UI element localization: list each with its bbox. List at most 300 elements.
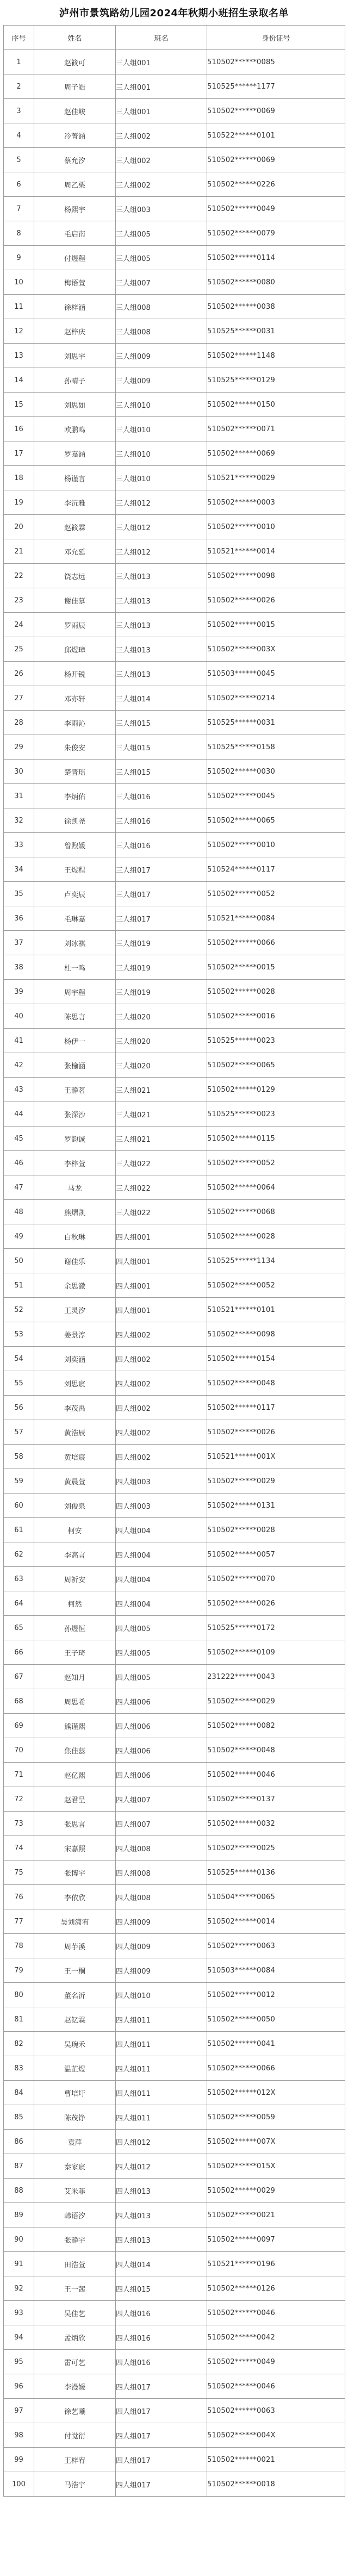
cell-number: 85 (4, 2105, 34, 2130)
cell-id-number: 510502******0057 (207, 1542, 345, 1567)
cell-id-number: 510502******0069 (207, 99, 345, 123)
table-row (4, 344, 345, 368)
cell-class-name: 四人组008 (116, 1861, 207, 1885)
cell-class-name: 三人组019 (116, 980, 207, 1004)
cell-student-name: 黄培宸 (34, 1445, 116, 1469)
cell-id-number: 510502******0029 (207, 1689, 345, 1714)
table-row (4, 564, 345, 588)
cell-class-name: 三人组017 (116, 882, 207, 906)
cell-class-name: 四人组014 (116, 2252, 207, 2276)
cell-number: 22 (4, 564, 34, 588)
cell-number: 90 (4, 2227, 34, 2252)
cell-id-number: 510502******0114 (207, 246, 345, 270)
cell-id-number: 510502******0068 (207, 1200, 345, 1224)
cell-class-name: 三人组002 (116, 148, 207, 172)
table-row (4, 1591, 345, 1616)
table-row (4, 539, 345, 564)
cell-class-name: 三人组021 (116, 1127, 207, 1151)
cell-id-number: 510502******0126 (207, 2276, 345, 2301)
cell-class-name: 四人组011 (116, 2032, 207, 2056)
table-row (4, 1861, 345, 1885)
cell-id-number: 510525******1177 (207, 74, 345, 99)
cell-student-name: 卢奕辰 (34, 882, 116, 906)
table-row (4, 1029, 345, 1053)
cell-number: 91 (4, 2252, 34, 2276)
cell-student-name: 王梓宥 (34, 2448, 116, 2472)
cell-id-number: 510502******0046 (207, 1763, 345, 1787)
table-row (4, 1127, 345, 1151)
cell-number: 5 (4, 148, 34, 172)
cell-class-name: 四人组004 (116, 1567, 207, 1591)
cell-student-name: 张思言 (34, 1812, 116, 1836)
cell-student-name: 柯然 (34, 1591, 116, 1616)
table-row (4, 1812, 345, 1836)
cell-number: 97 (4, 2399, 34, 2423)
table-row (4, 2448, 345, 2472)
cell-class-name: 四人组011 (116, 2056, 207, 2081)
cell-id-number: 510521******0014 (207, 539, 345, 564)
table-row (4, 2105, 345, 2130)
cell-class-name: 四人组016 (116, 2301, 207, 2325)
cell-id-number: 510502******0025 (207, 1836, 345, 1861)
table-row (4, 637, 345, 662)
cell-class-name: 三人组008 (116, 295, 207, 319)
table-row (4, 1983, 345, 2007)
cell-class-name: 三人组015 (116, 735, 207, 760)
cell-student-name: 周思希 (34, 1689, 116, 1714)
cell-class-name: 四人组009 (116, 1958, 207, 1983)
cell-id-number: 510502******0063 (207, 1934, 345, 1958)
table-row (4, 1322, 345, 1347)
table-row (4, 1445, 345, 1469)
table-row (4, 417, 345, 441)
cell-student-name: 孟炳欣 (34, 2325, 116, 2350)
table-row (4, 735, 345, 760)
cell-class-name: 四人组001 (116, 1249, 207, 1273)
cell-class-name: 四人组013 (116, 2179, 207, 2203)
cell-class-name: 四人组007 (116, 1812, 207, 1836)
cell-student-name: 宋嘉照 (34, 1836, 116, 1861)
cell-student-name: 马浩宇 (34, 2472, 116, 2497)
cell-number: 55 (4, 1371, 34, 1396)
cell-number: 54 (4, 1347, 34, 1371)
cell-number: 47 (4, 1175, 34, 1200)
cell-student-name: 刘思如 (34, 393, 116, 417)
table-row (4, 295, 345, 319)
cell-number: 100 (4, 2472, 34, 2497)
cell-id-number: 510502******0028 (207, 1224, 345, 1249)
cell-id-number: 510502******0079 (207, 221, 345, 246)
table-row (4, 2399, 345, 2423)
cell-class-name: 四人组006 (116, 1738, 207, 1763)
cell-id-number: 510502******0028 (207, 1518, 345, 1542)
cell-id-number: 510502******0003 (207, 490, 345, 515)
cell-id-number: 510502******0016 (207, 1004, 345, 1029)
cell-number: 12 (4, 319, 34, 344)
table-row (4, 123, 345, 148)
table-row (4, 1665, 345, 1689)
cell-student-name: 张静宇 (34, 2227, 116, 2252)
cell-class-name: 三人组003 (116, 197, 207, 221)
cell-class-name: 三人组022 (116, 1200, 207, 1224)
table-row (4, 1004, 345, 1029)
cell-id-number: 510502******0098 (207, 1322, 345, 1347)
cell-id-number: 510502******0109 (207, 1640, 345, 1665)
cell-number: 89 (4, 2203, 34, 2227)
table-row (4, 74, 345, 99)
cell-student-name: 刘俊泉 (34, 1494, 116, 1518)
cell-number: 84 (4, 2081, 34, 2105)
cell-class-name: 四人组017 (116, 2448, 207, 2472)
cell-student-name: 冷菁涵 (34, 123, 116, 148)
cell-id-number: 510525******0031 (207, 319, 345, 344)
cell-id-number: 510525******0031 (207, 711, 345, 735)
cell-class-name: 四人组011 (116, 2105, 207, 2130)
table-row (4, 2130, 345, 2154)
cell-student-name: 温芷煜 (34, 2056, 116, 2081)
cell-id-number: 510502******0026 (207, 1591, 345, 1616)
cell-class-name: 四人组001 (116, 1224, 207, 1249)
table-row (4, 588, 345, 613)
table-row (4, 2032, 345, 2056)
table-row (4, 2301, 345, 2325)
table-row (4, 1738, 345, 1763)
cell-number: 57 (4, 1420, 34, 1445)
table-row (4, 1420, 345, 1445)
cell-student-name: 姜景淳 (34, 1322, 116, 1347)
cell-id-number: 510525******1134 (207, 1249, 345, 1273)
cell-id-number: 510521******001X (207, 1445, 345, 1469)
cell-number: 20 (4, 515, 34, 539)
table-body (4, 50, 345, 2497)
cell-student-name: 赵知月 (34, 1665, 116, 1689)
cell-student-name: 艾米菲 (34, 2179, 116, 2203)
cell-class-name: 三人组021 (116, 1102, 207, 1127)
cell-class-name: 三人组017 (116, 906, 207, 931)
cell-student-name: 曾煦媛 (34, 833, 116, 857)
table-row (4, 1396, 345, 1420)
cell-id-number: 510502******012X (207, 2081, 345, 2105)
cell-student-name: 孙晴子 (34, 368, 116, 393)
cell-class-name: 三人组020 (116, 1029, 207, 1053)
cell-id-number: 510521******0101 (207, 1298, 345, 1322)
cell-student-name: 邱煜璋 (34, 637, 116, 662)
cell-class-name: 三人组002 (116, 123, 207, 148)
table-row (4, 1934, 345, 1958)
cell-student-name: 吴刘潇宥 (34, 1909, 116, 1934)
table-row (4, 1469, 345, 1494)
cell-id-number: 510525******0172 (207, 1616, 345, 1640)
cell-student-name: 王静茗 (34, 1078, 116, 1102)
table-row (4, 955, 345, 980)
cell-class-name: 三人组022 (116, 1175, 207, 1200)
cell-id-number: 510502******0082 (207, 1714, 345, 1738)
table-row (4, 270, 345, 295)
cell-id-number: 510502******004X (207, 2423, 345, 2448)
cell-student-name: 曹培圩 (34, 2081, 116, 2105)
cell-class-name: 三人组013 (116, 588, 207, 613)
header-number: 序号 (4, 26, 34, 50)
cell-id-number: 510502******0226 (207, 172, 345, 197)
cell-student-name: 谢佳乐 (34, 1249, 116, 1273)
cell-id-number: 510502******0042 (207, 2325, 345, 2350)
cell-id-number: 510504******0065 (207, 1885, 345, 1909)
cell-class-name: 四人组009 (116, 1909, 207, 1934)
cell-number: 65 (4, 1616, 34, 1640)
cell-class-name: 四人组004 (116, 1591, 207, 1616)
cell-number: 27 (4, 686, 34, 711)
cell-id-number: 510502******0014 (207, 1909, 345, 1934)
cell-class-name: 四人组011 (116, 2007, 207, 2032)
cell-id-number: 510502******0070 (207, 1567, 345, 1591)
cell-student-name: 周子皓 (34, 74, 116, 99)
cell-number: 69 (4, 1714, 34, 1738)
cell-id-number: 510525******0023 (207, 1102, 345, 1127)
table-row (4, 1200, 345, 1224)
cell-id-number: 510502******0041 (207, 2032, 345, 2056)
cell-number: 24 (4, 613, 34, 637)
cell-class-name: 四人组001 (116, 1273, 207, 1298)
cell-id-number: 510525******0136 (207, 1861, 345, 1885)
cell-class-name: 三人组015 (116, 760, 207, 784)
table-row (4, 1249, 345, 1273)
cell-number: 63 (4, 1567, 34, 1591)
cell-student-name: 李炳佑 (34, 784, 116, 808)
cell-student-name: 刘思宸 (34, 1371, 116, 1396)
cell-student-name: 徐梓涵 (34, 295, 116, 319)
cell-class-name: 三人组016 (116, 808, 207, 833)
cell-number: 44 (4, 1102, 34, 1127)
cell-student-name: 张榆涵 (34, 1053, 116, 1078)
table-row (4, 1567, 345, 1591)
cell-class-name: 四人组001 (116, 1298, 207, 1322)
cell-id-number: 510502******0052 (207, 1151, 345, 1175)
cell-class-name: 四人组004 (116, 1518, 207, 1542)
cell-class-name: 三人组021 (116, 1078, 207, 1102)
table-row (4, 784, 345, 808)
cell-id-number: 510502******0048 (207, 1738, 345, 1763)
cell-class-name: 三人组013 (116, 613, 207, 637)
cell-class-name: 四人组016 (116, 2325, 207, 2350)
cell-id-number: 510502******0059 (207, 2105, 345, 2130)
cell-number: 17 (4, 441, 34, 466)
table-row (4, 1714, 345, 1738)
cell-number: 11 (4, 295, 34, 319)
cell-id-number: 510502******0080 (207, 270, 345, 295)
cell-id-number: 510502******0026 (207, 588, 345, 613)
cell-number: 60 (4, 1494, 34, 1518)
cell-number: 21 (4, 539, 34, 564)
cell-id-number: 510502******0115 (207, 1127, 345, 1151)
cell-number: 66 (4, 1640, 34, 1665)
cell-student-name: 袁萍 (34, 2130, 116, 2154)
cell-student-name: 徐艺曦 (34, 2399, 116, 2423)
cell-class-name: 四人组016 (116, 2350, 207, 2374)
cell-number: 96 (4, 2374, 34, 2399)
cell-id-number: 510502******0129 (207, 1078, 345, 1102)
cell-number: 99 (4, 2448, 34, 2472)
cell-id-number: 510502******007X (207, 2130, 345, 2154)
table-row (4, 711, 345, 735)
cell-student-name: 毛琳嘉 (34, 906, 116, 931)
table-row (4, 1616, 345, 1640)
cell-class-name: 三人组016 (116, 833, 207, 857)
cell-student-name: 李漫媛 (34, 2374, 116, 2399)
cell-id-number: 510502******0045 (207, 784, 345, 808)
table-row (4, 172, 345, 197)
cell-class-name: 四人组015 (116, 2276, 207, 2301)
cell-student-name: 董名沂 (34, 1983, 116, 2007)
cell-id-number: 510525******0158 (207, 735, 345, 760)
table-row (4, 2472, 345, 2497)
cell-number: 7 (4, 197, 34, 221)
cell-number: 67 (4, 1665, 34, 1689)
cell-number: 4 (4, 123, 34, 148)
table-row (4, 613, 345, 637)
cell-number: 61 (4, 1518, 34, 1542)
table-row (4, 906, 345, 931)
cell-class-name: 三人组009 (116, 344, 207, 368)
cell-student-name: 周芋溪 (34, 1934, 116, 1958)
cell-student-name: 谢佳慕 (34, 588, 116, 613)
table-row (4, 1689, 345, 1714)
cell-student-name: 欧鹏鸣 (34, 417, 116, 441)
cell-number: 95 (4, 2350, 34, 2374)
cell-class-name: 三人组010 (116, 466, 207, 490)
cell-id-number: 510502******0071 (207, 417, 345, 441)
cell-class-name: 四人组002 (116, 1322, 207, 1347)
cell-student-name: 李依欣 (34, 1885, 116, 1909)
cell-number: 43 (4, 1078, 34, 1102)
cell-student-name: 焦佳蕊 (34, 1738, 116, 1763)
admission-table (3, 25, 345, 2497)
table-row (4, 99, 345, 123)
table-row (4, 2374, 345, 2399)
cell-number: 31 (4, 784, 34, 808)
cell-class-name: 四人组013 (116, 2227, 207, 2252)
cell-id-number: 510502******0097 (207, 2227, 345, 2252)
cell-student-name: 李沅雅 (34, 490, 116, 515)
header-name: 姓名 (34, 26, 116, 50)
table-row (4, 246, 345, 270)
cell-number: 19 (4, 490, 34, 515)
cell-student-name: 周宇程 (34, 980, 116, 1004)
cell-number: 72 (4, 1787, 34, 1812)
cell-id-number: 510502******0048 (207, 1371, 345, 1396)
cell-class-name: 三人组012 (116, 490, 207, 515)
cell-student-name: 蔡允汐 (34, 148, 116, 172)
cell-id-number: 510502******0049 (207, 197, 345, 221)
cell-class-name: 四人组002 (116, 1420, 207, 1445)
cell-id-number: 510502******0063 (207, 2399, 345, 2423)
cell-number: 42 (4, 1053, 34, 1078)
cell-class-name: 三人组010 (116, 441, 207, 466)
table-row (4, 1078, 345, 1102)
table-row (4, 1542, 345, 1567)
cell-number: 9 (4, 246, 34, 270)
cell-number: 15 (4, 393, 34, 417)
cell-id-number: 510502******0021 (207, 2448, 345, 2472)
cell-id-number: 510502******0038 (207, 295, 345, 319)
table-row (4, 2252, 345, 2276)
cell-class-name: 三人组019 (116, 931, 207, 955)
cell-id-number: 510502******0046 (207, 2374, 345, 2399)
table-row (4, 1958, 345, 1983)
table-row (4, 1494, 345, 1518)
cell-id-number: 510502******0052 (207, 882, 345, 906)
cell-number: 26 (4, 662, 34, 686)
cell-number: 3 (4, 99, 34, 123)
cell-number: 30 (4, 760, 34, 784)
cell-class-name: 四人组013 (116, 2203, 207, 2227)
cell-id-number: 510502******0012 (207, 1983, 345, 2007)
cell-class-name: 四人组010 (116, 1983, 207, 2007)
table-row (4, 1763, 345, 1787)
cell-number: 56 (4, 1396, 34, 1420)
cell-id-number: 510502******0018 (207, 2472, 345, 2497)
cell-class-name: 四人组005 (116, 1640, 207, 1665)
cell-number: 75 (4, 1861, 34, 1885)
cell-number: 79 (4, 1958, 34, 1983)
cell-student-name: 杨伊一 (34, 1029, 116, 1053)
cell-number: 80 (4, 1983, 34, 2007)
cell-class-name: 四人组006 (116, 1714, 207, 1738)
cell-student-name: 付觉衍 (34, 2423, 116, 2448)
cell-class-name: 四人组017 (116, 2374, 207, 2399)
cell-student-name: 吴琬禾 (34, 2032, 116, 2056)
cell-id-number: 510525******0023 (207, 1029, 345, 1053)
cell-student-name: 李茂禹 (34, 1396, 116, 1420)
cell-number: 68 (4, 1689, 34, 1714)
cell-id-number: 510502******0064 (207, 1175, 345, 1200)
table-row (4, 466, 345, 490)
cell-class-name: 四人组005 (116, 1665, 207, 1689)
cell-number: 41 (4, 1029, 34, 1053)
cell-class-name: 三人组020 (116, 1004, 207, 1029)
cell-number: 51 (4, 1273, 34, 1298)
cell-class-name: 四人组017 (116, 2423, 207, 2448)
cell-student-name: 陈茂铮 (34, 2105, 116, 2130)
cell-student-name: 杜一鸣 (34, 955, 116, 980)
cell-id-number: 510521******0029 (207, 466, 345, 490)
cell-id-number: 510521******0084 (207, 906, 345, 931)
cell-student-name: 雷可艺 (34, 2350, 116, 2374)
cell-class-name: 四人组006 (116, 1763, 207, 1787)
table-row (4, 808, 345, 833)
cell-number: 29 (4, 735, 34, 760)
cell-number: 78 (4, 1934, 34, 1958)
cell-id-number: 510502******0029 (207, 1469, 345, 1494)
cell-class-name: 四人组009 (116, 1934, 207, 1958)
cell-number: 70 (4, 1738, 34, 1763)
table-row (4, 1102, 345, 1127)
cell-id-number: 510521******0196 (207, 2252, 345, 2276)
cell-class-name: 三人组022 (116, 1151, 207, 1175)
cell-class-name: 三人组008 (116, 319, 207, 344)
cell-number: 53 (4, 1322, 34, 1347)
cell-number: 10 (4, 270, 34, 295)
cell-student-name: 孙煜恒 (34, 1616, 116, 1640)
cell-number: 71 (4, 1763, 34, 1787)
cell-class-name: 三人组015 (116, 711, 207, 735)
table-row (4, 1371, 345, 1396)
table-row (4, 441, 345, 466)
cell-student-name: 王一桐 (34, 1958, 116, 1983)
cell-id-number: 510503******0045 (207, 662, 345, 686)
table-row (4, 1836, 345, 1861)
cell-id-number: 510503******0084 (207, 1958, 345, 1983)
cell-id-number: 510502******0069 (207, 148, 345, 172)
